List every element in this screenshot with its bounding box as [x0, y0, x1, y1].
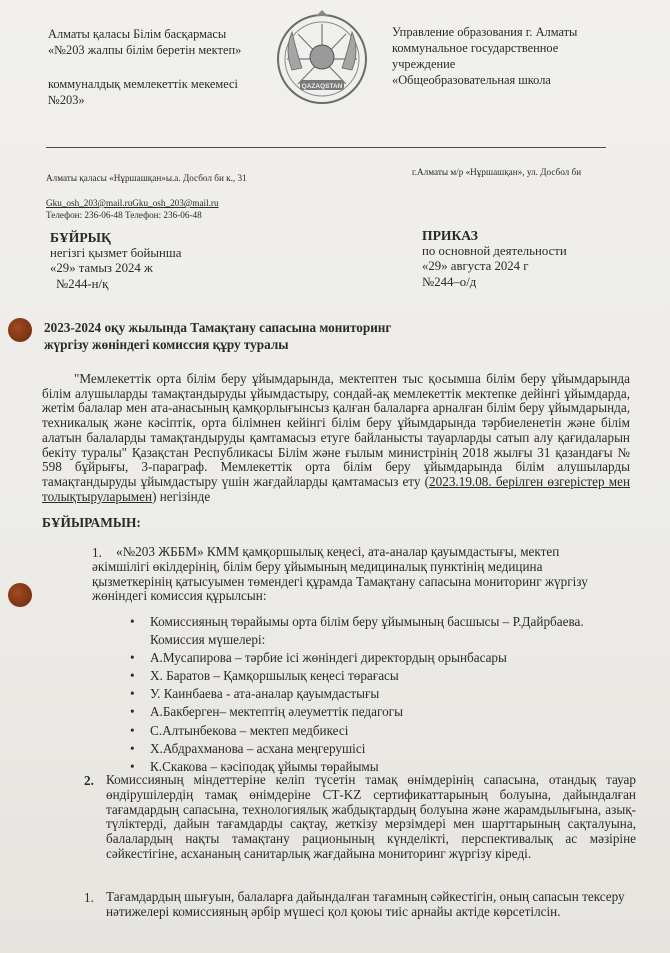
bullet-icon: • — [130, 758, 135, 774]
header-kz-spacer — [48, 58, 263, 76]
commission-list — [130, 613, 630, 776]
item-number: 2. — [84, 773, 94, 788]
preamble-tail: ) негізінде — [152, 488, 211, 504]
address-kz: Алматы қаласы «Нұршашқан»ы.а. Досбол би к., 31 — [46, 173, 247, 183]
order-kz-title: БҰЙРЫҚ — [50, 230, 111, 245]
list-item — [130, 631, 630, 649]
order-kz-basis: негізгі қызмет бойынша — [50, 245, 182, 260]
header-ru-line: Управление образования г. Алматы — [392, 25, 578, 39]
header-kz — [48, 26, 263, 108]
preamble-paragraph — [42, 372, 630, 504]
bullet-icon: • — [130, 722, 135, 738]
order-ru-number: №244–о/д — [422, 274, 477, 289]
decree-heading: БҰЙЫРАМЫН: — [42, 515, 141, 530]
item-3-text: Тағамдардың шығуын, балаларға дайындалған тағамның сәйкестігін, оның сапасын тексеру нәтижелері комиссияның әрбір мүшесі қол қоюы тиіс арнайы актіде көрсетілсін. — [106, 889, 625, 919]
header-kz-line: «№203 жалпы білім беретін мектеп» — [48, 43, 242, 57]
header-ru-line: «Общеобразовательная школа — [392, 73, 551, 87]
order-subject — [44, 320, 391, 353]
header-kz-line: коммуналдық мемлекеттік мекемесі — [48, 77, 239, 91]
amendment-reference: 2023.19.08. берілген өзгерістер мен толықтыруларымен — [42, 473, 631, 504]
list-item — [130, 740, 630, 758]
chair-text: Комиссияның төрайымы орта білім беру ұйымының басшысы – Р.Дайрбаева. — [150, 614, 584, 629]
order-ru-date: «29» августа 2024 г — [422, 259, 529, 273]
bullet-icon: • — [130, 668, 135, 684]
bullet-icon: • — [130, 650, 135, 666]
order-kz-number: №244-н/қ — [56, 276, 109, 291]
bullet-icon: • — [130, 614, 135, 629]
list-item — [130, 722, 630, 740]
member-text: С.Алтынбекова – мектеп медбикесі — [150, 722, 349, 738]
binder-hole — [8, 583, 32, 607]
member-text: А.Бакберген– мектептің әлеуметтік педагогы — [150, 704, 403, 720]
order-ru-basis: по основной деятельности — [422, 243, 567, 258]
binder-hole — [8, 318, 32, 342]
order-ru-title: ПРИКАЗ — [422, 228, 478, 243]
bullet-icon: • — [130, 686, 135, 702]
header-kz-line: Алматы қаласы Білім басқармасы — [48, 27, 227, 41]
item-1-text: «№203 ЖББМ» КММ қамқоршылық кеңесі, ата-аналар қауымдастығы, мектеп әкімшілігі өкілдерінің, білім беру ұйымының медициналық пунктінің медицина қызметкерінің қатысуымен төмендегі құрамда Тамақтану сапасына мониторинг жүргізу жөніндегі комиссия құрылсын: — [92, 544, 588, 604]
member-text: К.Скакова – кәсіподақ ұйымы төрайымы — [150, 758, 379, 774]
list-item — [130, 649, 630, 667]
member-text: Х. Баратов – Қамқоршылық кеңесі төрағасы — [150, 668, 399, 684]
list-item — [130, 685, 630, 703]
bullet-icon: • — [130, 740, 135, 756]
members-label: Комиссия мүшелері: — [150, 632, 266, 648]
address-ru: г.Алматы м/р «Нұршашқан», ул. Досбол би — [412, 167, 582, 177]
emblem-label: QAZAQSTAN — [301, 83, 343, 90]
item-number: 1. — [84, 890, 94, 905]
email-links[interactable]: Gku_osh_203@mail.ruGku_osh_203@mail.ru — [46, 198, 219, 208]
item-2-text: Комиссияның міндеттеріне келіп түсетін тамақ өнімдерінің сапасына, отандық тауар өндірушілердің тамақ өнімдеріне СТ-KZ сертификаттарының болуына, дайындалған тағамдардың сапасына, технологиялық жабдықтардың болуына және жарамдылығына, азық-түліктерді, дайын тағамдарды сақтау, жеткізу мерзімдері мен шарттарының сақталуына, балалардың нақты тамақтану рационының күнделікті, перспективалық ас мәзіріне сәйкестігіне, асхананың санитарлық жағдайына мониторинг жүргізу кіреді. — [106, 772, 636, 861]
list-item — [130, 613, 630, 631]
phone-numbers: Телефон: 236-06-48 Телефон: 236-06-48 — [46, 210, 202, 220]
header-divider — [46, 147, 606, 148]
order-kz-date: «29» тамыз 2024 ж — [50, 261, 153, 275]
list-item — [130, 703, 630, 721]
subject-line: жүргізу жөніндегі комиссия құру туралы — [44, 336, 289, 352]
list-item — [130, 667, 630, 685]
header-ru-line: учреждение — [392, 57, 456, 71]
header-ru — [392, 24, 652, 88]
member-text: У. Каинбаева - ата-аналар қауымдастығы — [150, 686, 380, 702]
bullet-icon: • — [130, 704, 135, 720]
item-number: 1. — [92, 545, 102, 560]
state-emblem-icon — [262, 10, 382, 108]
preamble-text: "Мемлекеттік орта білім беру ұйымдарында, мектептен тыс қосымша білім беру ұйымдарында білім алушыларды тамақтандыруды ұйымдастыру, сондай-ақ мемлекеттік мектепке дейінгі ұйымдарда, жетім балалар мен ата-анасының қамқорлығынсыз қалған балаларға арналған білім беру ұйымдарында, техникалық және кәсіптік, орта білімнен кейінгі білім беру ұйымдарында тәрбиеленетін және білім алатын балаларды тамақтандыруды қамтамасыз етуге байланысты тауарларды сатып алу қағидаларын бекіту туралы" Қазақстан Республикасы Білім және ғылым министрінің 2018 жылғы 31 қазандағы № 598 бұйрығы, 3-параграф. Мемлекеттік орта білім беру ұйымдарында білім алушыларды тамақтандыруды ұйымдастыру үшін жағдайларды қамтамасыз ету ( — [42, 371, 630, 489]
member-text: Х.Абдрахманова – асхана меңгерушісі — [150, 740, 366, 756]
header-kz-line: №203» — [48, 93, 85, 107]
order-kz — [50, 230, 181, 292]
subject-line: 2023-2024 оқу жылында Тамақтану сапасына мониторинг — [44, 320, 392, 335]
member-text: А.Мусапирова – тәрбие ісі жөніндегі директордың орынбасары — [150, 650, 507, 666]
header-ru-line: коммунальное государственное — [392, 41, 559, 55]
order-ru — [422, 228, 567, 290]
